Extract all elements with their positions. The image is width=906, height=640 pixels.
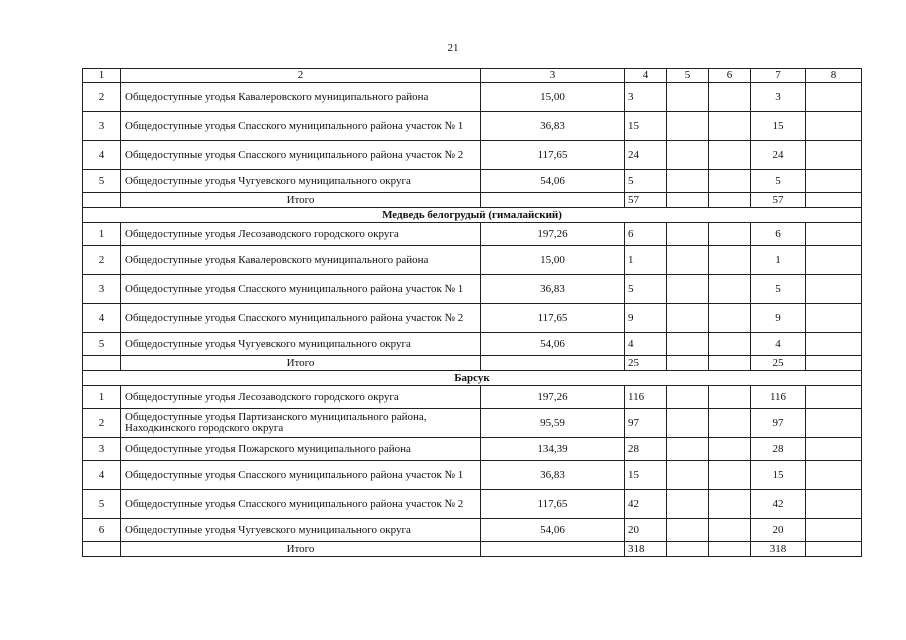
total-row	[83, 542, 862, 557]
quota-value: 5	[625, 170, 667, 193]
col6-value	[709, 386, 751, 409]
col8-value	[806, 461, 862, 490]
row-number: 1	[83, 386, 121, 409]
row-number: 4	[83, 304, 121, 333]
col8-value	[806, 112, 862, 141]
limit-value: 28	[751, 438, 806, 461]
col6-value	[709, 519, 751, 542]
total-limit: 25	[751, 356, 806, 371]
row-number: 2	[83, 83, 121, 112]
col8-value	[806, 83, 862, 112]
table-row	[83, 170, 862, 193]
quota-value: 3	[625, 83, 667, 112]
col5-value	[667, 519, 709, 542]
col5-value	[667, 83, 709, 112]
col5-value	[667, 438, 709, 461]
limit-value: 24	[751, 141, 806, 170]
area-name: Общедоступные угодья Лесозаводского городского округа	[121, 386, 481, 409]
total-blank	[83, 193, 121, 208]
area-name: Общедоступные угодья Чугуевского муниципального округа	[121, 519, 481, 542]
col6-value	[709, 112, 751, 141]
area-name: Общедоступные угодья Кавалеровского муниципального района	[121, 83, 481, 112]
area-name: Общедоступные угодья Чугуевского муниципального округа	[121, 170, 481, 193]
row-number: 2	[83, 409, 121, 438]
col6-value	[709, 223, 751, 246]
area-value: 36,83	[481, 112, 625, 141]
column-number: 2	[121, 69, 481, 83]
area-value: 134,39	[481, 438, 625, 461]
col6-value	[709, 461, 751, 490]
col8-value	[806, 275, 862, 304]
total-area-blank	[481, 542, 625, 557]
col5-value	[667, 333, 709, 356]
area-value: 95,59	[481, 409, 625, 438]
area-name: Общедоступные угодья Спасского муниципального района участок № 2	[121, 141, 481, 170]
limit-value: 5	[751, 275, 806, 304]
area-value: 15,00	[481, 246, 625, 275]
col8-value	[806, 170, 862, 193]
total-col5	[667, 193, 709, 208]
limit-value: 42	[751, 490, 806, 519]
quota-value: 97	[625, 409, 667, 438]
col5-value	[667, 461, 709, 490]
limit-value: 4	[751, 333, 806, 356]
column-number: 8	[806, 69, 862, 83]
table-row	[83, 438, 862, 461]
table-row	[83, 519, 862, 542]
table-row	[83, 112, 862, 141]
area-value: 15,00	[481, 83, 625, 112]
column-number: 4	[625, 69, 667, 83]
limit-value: 3	[751, 83, 806, 112]
col8-value	[806, 519, 862, 542]
quota-value: 15	[625, 461, 667, 490]
limit-value: 116	[751, 386, 806, 409]
col8-value	[806, 141, 862, 170]
total-area-blank	[481, 193, 625, 208]
quota-value: 9	[625, 304, 667, 333]
quota-value: 20	[625, 519, 667, 542]
table-row	[83, 386, 862, 409]
row-number: 4	[83, 461, 121, 490]
area-value: 54,06	[481, 333, 625, 356]
total-col5	[667, 356, 709, 371]
col5-value	[667, 170, 709, 193]
area-name: Общедоступные угодья Спасского муниципального района участок № 2	[121, 304, 481, 333]
area-value: 197,26	[481, 223, 625, 246]
col8-value	[806, 304, 862, 333]
col5-value	[667, 223, 709, 246]
section-title: Медведь белогрудый (гималайский)	[83, 208, 862, 223]
total-col6	[709, 193, 751, 208]
total-col8	[806, 356, 862, 371]
table-row	[83, 333, 862, 356]
area-value: 36,83	[481, 275, 625, 304]
column-number: 6	[709, 69, 751, 83]
total-limit: 57	[751, 193, 806, 208]
limit-value: 20	[751, 519, 806, 542]
row-number: 6	[83, 519, 121, 542]
total-row	[83, 193, 862, 208]
total-col6	[709, 356, 751, 371]
col8-value	[806, 409, 862, 438]
table-row	[83, 275, 862, 304]
area-value: 36,83	[481, 461, 625, 490]
limit-value: 15	[751, 112, 806, 141]
limit-value: 97	[751, 409, 806, 438]
quota-value: 42	[625, 490, 667, 519]
hunting-quota-table	[82, 68, 862, 557]
area-value: 54,06	[481, 519, 625, 542]
row-number: 5	[83, 170, 121, 193]
limit-value: 6	[751, 223, 806, 246]
col5-value	[667, 275, 709, 304]
table-row	[83, 461, 862, 490]
total-label: Итого	[121, 356, 481, 371]
total-col5	[667, 542, 709, 557]
limit-value: 15	[751, 461, 806, 490]
col6-value	[709, 304, 751, 333]
table-body	[83, 69, 862, 557]
section-header-row	[83, 208, 862, 223]
limit-value: 1	[751, 246, 806, 275]
row-number: 3	[83, 275, 121, 304]
row-number: 3	[83, 112, 121, 141]
col5-value	[667, 112, 709, 141]
total-blank	[83, 542, 121, 557]
row-number: 4	[83, 141, 121, 170]
quota-value: 24	[625, 141, 667, 170]
table-row	[83, 141, 862, 170]
area-name: Общедоступные угодья Спасского муниципального района участок № 1	[121, 275, 481, 304]
row-number: 2	[83, 246, 121, 275]
col5-value	[667, 490, 709, 519]
col6-value	[709, 409, 751, 438]
col5-value	[667, 141, 709, 170]
area-name: Общедоступные угодья Пожарского муниципального района	[121, 438, 481, 461]
area-name: Общедоступные угодья Спасского муниципального района участок № 1	[121, 461, 481, 490]
col5-value	[667, 409, 709, 438]
col5-value	[667, 246, 709, 275]
total-row	[83, 356, 862, 371]
table-row	[83, 490, 862, 519]
quota-value: 5	[625, 275, 667, 304]
area-value: 54,06	[481, 170, 625, 193]
total-col8	[806, 542, 862, 557]
col6-value	[709, 438, 751, 461]
col6-value	[709, 170, 751, 193]
area-value: 117,65	[481, 490, 625, 519]
area-name: Общедоступные угодья Кавалеровского муниципального района	[121, 246, 481, 275]
col8-value	[806, 333, 862, 356]
table-row	[83, 223, 862, 246]
col8-value	[806, 223, 862, 246]
page-number: 21	[447, 42, 459, 54]
section-title: Барсук	[83, 371, 862, 386]
total-col8	[806, 193, 862, 208]
total-quota: 57	[625, 193, 667, 208]
section-header-row	[83, 371, 862, 386]
total-label: Итого	[121, 193, 481, 208]
table-row	[83, 304, 862, 333]
col6-value	[709, 333, 751, 356]
col6-value	[709, 246, 751, 275]
col6-value	[709, 83, 751, 112]
column-number: 3	[481, 69, 625, 83]
quota-value: 116	[625, 386, 667, 409]
table-row	[83, 83, 862, 112]
table-row	[83, 409, 862, 438]
total-quota: 25	[625, 356, 667, 371]
area-value: 117,65	[481, 304, 625, 333]
total-label: Итого	[121, 542, 481, 557]
row-number: 5	[83, 333, 121, 356]
col8-value	[806, 438, 862, 461]
area-value: 197,26	[481, 386, 625, 409]
column-number: 5	[667, 69, 709, 83]
column-number: 1	[83, 69, 121, 83]
table-row	[83, 246, 862, 275]
total-limit: 318	[751, 542, 806, 557]
quota-value: 15	[625, 112, 667, 141]
col8-value	[806, 386, 862, 409]
quota-value: 1	[625, 246, 667, 275]
quota-value: 4	[625, 333, 667, 356]
quota-value: 28	[625, 438, 667, 461]
area-name: Общедоступные угодья Чугуевского муниципального округа	[121, 333, 481, 356]
col8-value	[806, 490, 862, 519]
row-number: 3	[83, 438, 121, 461]
total-area-blank	[481, 356, 625, 371]
col5-value	[667, 386, 709, 409]
area-value: 117,65	[481, 141, 625, 170]
total-quota: 318	[625, 542, 667, 557]
col5-value	[667, 304, 709, 333]
col6-value	[709, 275, 751, 304]
limit-value: 5	[751, 170, 806, 193]
area-name: Общедоступные угодья Спасского муниципального района участок № 2	[121, 490, 481, 519]
total-blank	[83, 356, 121, 371]
row-number: 5	[83, 490, 121, 519]
quota-value: 6	[625, 223, 667, 246]
column-number-row	[83, 69, 862, 83]
column-number: 7	[751, 69, 806, 83]
col6-value	[709, 141, 751, 170]
area-name: Общедоступные угодья Лесозаводского городского округа	[121, 223, 481, 246]
col6-value	[709, 490, 751, 519]
limit-value: 9	[751, 304, 806, 333]
row-number: 1	[83, 223, 121, 246]
total-col6	[709, 542, 751, 557]
col8-value	[806, 246, 862, 275]
area-name: Общедоступные угодья Спасского муниципального района участок № 1	[121, 112, 481, 141]
area-name: Общедоступные угодья Партизанского муниципального района, Находкинского городского округа	[121, 409, 481, 438]
